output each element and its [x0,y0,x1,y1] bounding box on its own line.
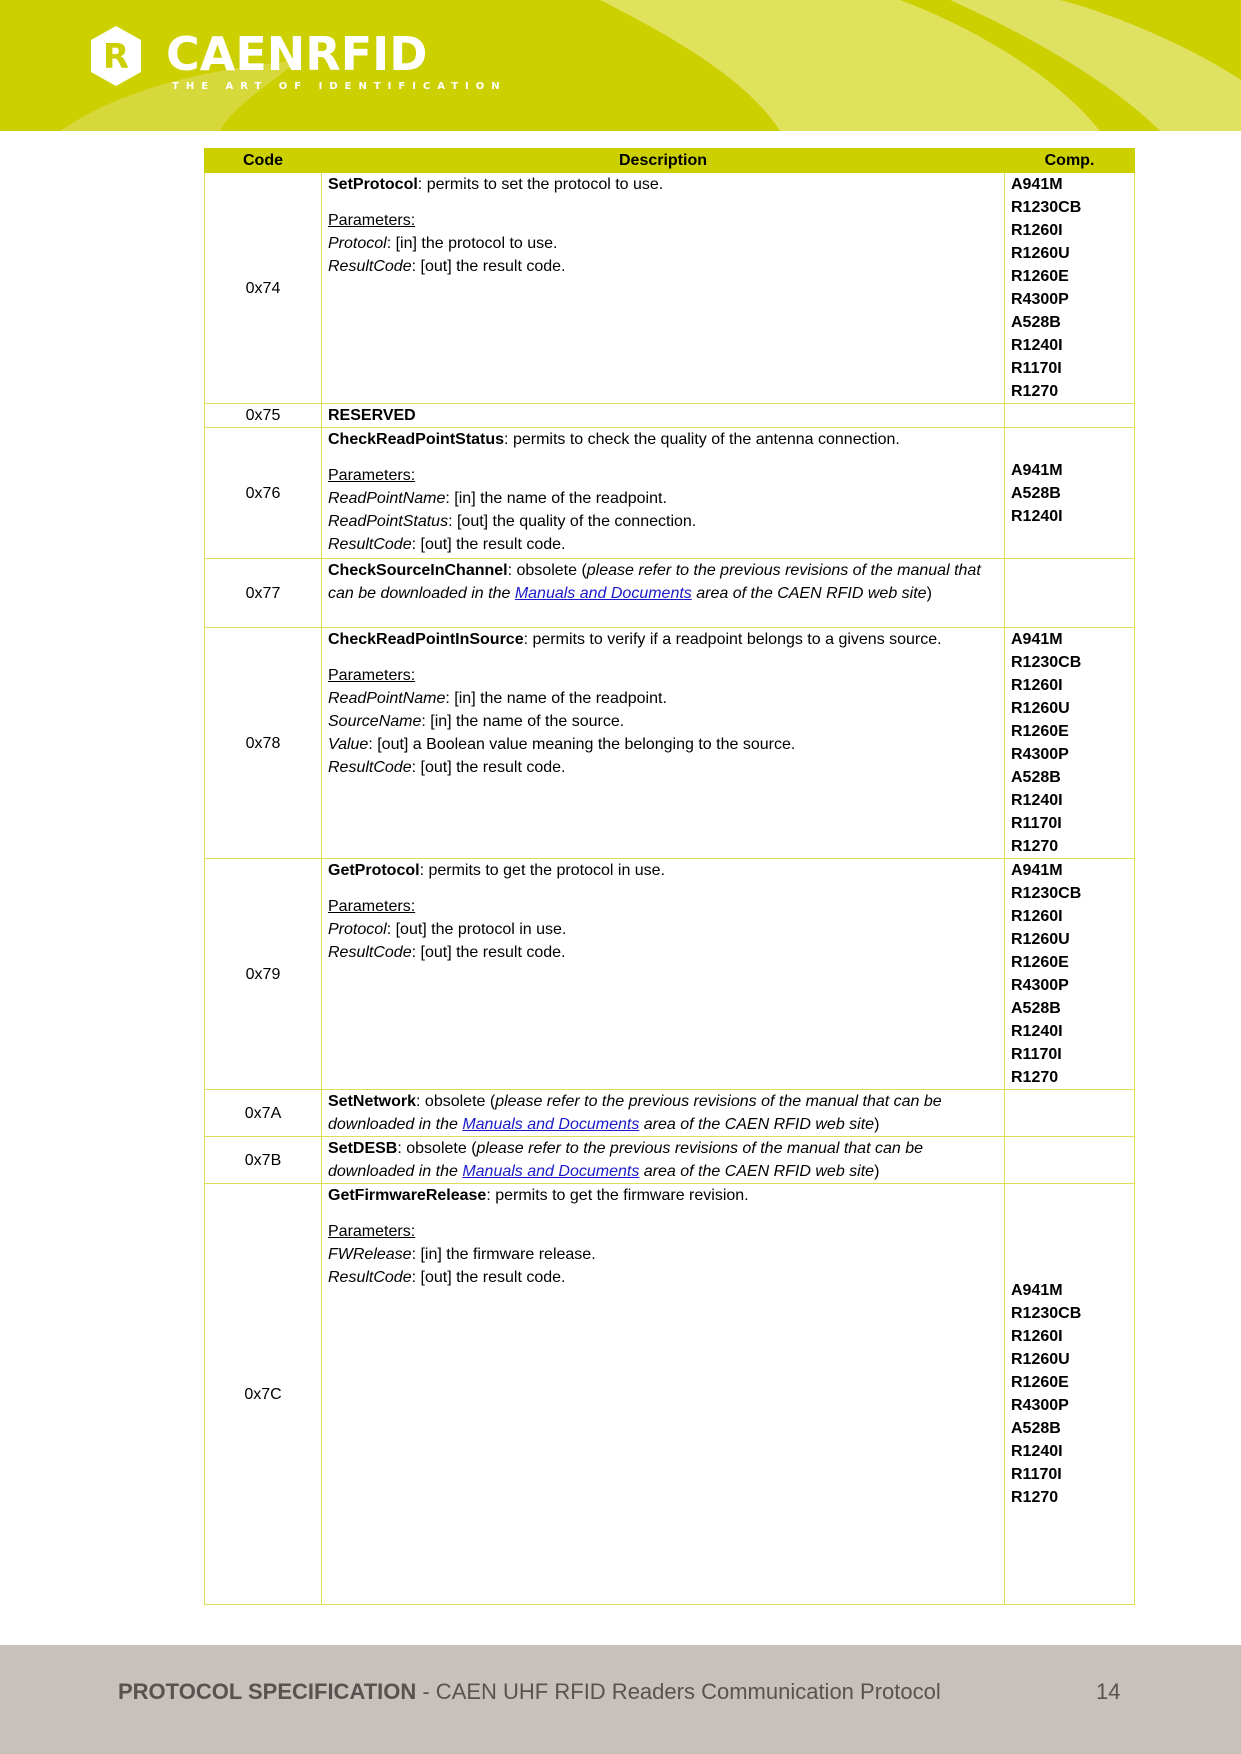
comp-item: A528B [1011,1420,1061,1437]
comp-item: A528B [1011,769,1061,786]
comp-item: R1270 [1011,838,1059,855]
code-cell: 0x76 [205,428,322,559]
command-name: SetProtocol [328,176,418,193]
manuals-and-documents-link[interactable]: Manuals and Documents [462,1116,640,1133]
comp-item: R4300P [1011,746,1069,763]
comp-item: R1230CB [1011,1305,1082,1322]
parameters-label: Parameters: [328,212,416,229]
comp-item: R1170I [1011,815,1062,832]
comp-item: A941M [1011,862,1063,879]
comp-item: R1240I [1011,507,1063,525]
comp-item: A941M [1011,176,1063,193]
command-name: SetNetwork [328,1093,417,1110]
comp-item: R1230CB [1011,885,1082,902]
command-name: GetProtocol [328,862,420,879]
comp-item: R1170I [1011,1046,1062,1063]
command-name: CheckReadPointStatus [328,431,505,448]
parameters-label: Parameters: [328,667,416,684]
comp-item: A941M [1011,461,1063,479]
description-cell: SetProtocol: permits to set the protocol to use. Parameters: Protocol: [in] the protocol to use. ResultCode: [out] the result code. [322,173,1005,404]
comp-item: R1260I [1011,1328,1063,1345]
comp-item: R1240I [1011,337,1063,354]
comp-item: R1230CB [1011,199,1082,216]
description-cell: SetDESB: obsolete (please refer to the previous revisions of the manual that can be downloaded in the Manuals and Documents area of the CAEN RFID web site) [322,1137,1005,1184]
description-cell: GetProtocol: permits to get the protocol in use. Parameters: Protocol: [out] the protocol in use. ResultCode: [out] the result code. [322,859,1005,1090]
comp-item: A528B [1011,484,1061,502]
code-cell: 0x77 [205,559,322,628]
column-header-description: Description [322,149,1005,173]
code-cell: 0x74 [205,173,322,404]
manuals-and-documents-link[interactable]: Manuals and Documents [514,585,692,602]
table-row [205,1137,1135,1184]
column-header-code: Code [205,149,322,173]
code-cell: 0x7C [205,1184,322,1605]
description-cell: SetNetwork: obsolete (please refer to the previous revisions of the manual that can be downloaded in the Manuals and Documents area of the CAEN RFID web site) [322,1090,1005,1137]
comp-cell [1005,173,1135,404]
table-row [205,559,1135,628]
description-cell: CheckReadPointStatus: permits to check the quality of the antenna connection. Parameters: ReadPointName: [in] the name of the readpoint. ReadPointStatus: [out] the quality of the connection. ResultCode: [out] the result code. [322,428,1005,559]
comp-item: R1170I [1011,1466,1062,1483]
table-row [205,173,1135,404]
description-cell [322,404,1005,428]
comp-item: R1260U [1011,245,1070,262]
table-row [205,428,1135,559]
command-name: CheckSourceInChannel [328,562,508,579]
comp-item: R1270 [1011,1489,1059,1506]
comp-item: R1260U [1011,1351,1070,1368]
table-row [205,1184,1135,1605]
comp-item: R4300P [1011,291,1069,308]
comp-cell [1005,859,1135,1090]
code-cell: 0x79 [205,859,322,1090]
comp-item: R1260E [1011,1374,1069,1391]
code-cell: 0x78 [205,628,322,859]
comp-item: R1270 [1011,1069,1059,1086]
code-cell: 0x7B [205,1137,322,1184]
hexagon-logo-icon [88,24,144,88]
comp-item: R1240I [1011,1023,1063,1040]
comp-item: R1260E [1011,268,1069,285]
comp-item: R1240I [1011,792,1063,809]
comp-cell [1005,628,1135,859]
comp-item: A941M [1011,631,1063,648]
parameters-label: Parameters: [328,898,416,915]
comp-cell [1005,404,1135,428]
comp-item: A528B [1011,1000,1061,1017]
comp-item: R1260U [1011,700,1070,717]
comp-item: R1260E [1011,723,1069,740]
description-cell: CheckSourceInChannel: obsolete (please refer to the previous revisions of the manual that can be downloaded in the Manuals and Documents area of the CAEN RFID web site) [322,559,1005,628]
svg-text:R: R [102,37,130,77]
comp-item: R4300P [1011,977,1069,994]
logo-tagline: THE ART OF IDENTIFICATION [172,81,507,92]
comp-item: R1270 [1011,383,1059,400]
comp-item: R1170I [1011,360,1062,377]
table-row [205,628,1135,859]
comp-item: R1260I [1011,222,1063,239]
description-cell: GetFirmwareRelease: permits to get the firmware revision. Parameters: FWRelease: [in] the firmware release. ResultCode: [out] the result code. [322,1184,1005,1605]
comp-cell [1005,428,1135,559]
comp-item: A941M [1011,1282,1063,1299]
command-name: SetDESB [328,1140,398,1157]
code-cell: 0x75 [205,404,322,428]
comp-item: R1260I [1011,908,1063,925]
command-codes-table [204,148,1135,1605]
caenrfid-logo [88,24,507,94]
comp-item: R1260E [1011,954,1069,971]
command-name: GetFirmwareRelease [328,1187,487,1204]
comp-item: R1240I [1011,1443,1063,1460]
command-name: CheckReadPointInSource [328,631,524,648]
table-row [205,404,1135,428]
footer-document-title: PROTOCOL SPECIFICATION - CAEN UHF RFID Readers Communication Protocol [118,1679,941,1704]
comp-cell [1005,559,1135,628]
parameters-label: Parameters: [328,1223,416,1240]
comp-cell [1005,1137,1135,1184]
comp-item: R4300P [1011,1397,1069,1414]
description-cell: CheckReadPointInSource: permits to verify if a readpoint belongs to a givens source. Parameters: ReadPointName: [in] the name of the readpoint. SourceName: [in] the name of the source. Value: [out] a Boolean value meaning the belonging to the source. ResultCode: [out] the result code. [322,628,1005,859]
column-header-comp: Comp. [1005,149,1135,173]
table-row [205,859,1135,1090]
comp-item: R1260U [1011,931,1070,948]
code-cell: 0x7A [205,1090,322,1137]
parameters-label: Parameters: [328,467,416,484]
manuals-and-documents-link[interactable]: Manuals and Documents [462,1163,640,1180]
page-footer [0,1645,1241,1754]
logo-wordmark: CAENRFID [166,27,428,81]
table-row [205,1090,1135,1137]
page-header [0,0,1241,131]
comp-item: A528B [1011,314,1061,331]
command-name: RESERVED [328,407,416,424]
comp-item: R1230CB [1011,654,1082,671]
comp-cell [1005,1184,1135,1605]
comp-cell [1005,1090,1135,1137]
comp-item: R1260I [1011,677,1063,694]
page-number: 14 [1096,1679,1121,1704]
table-header-row [205,149,1135,173]
